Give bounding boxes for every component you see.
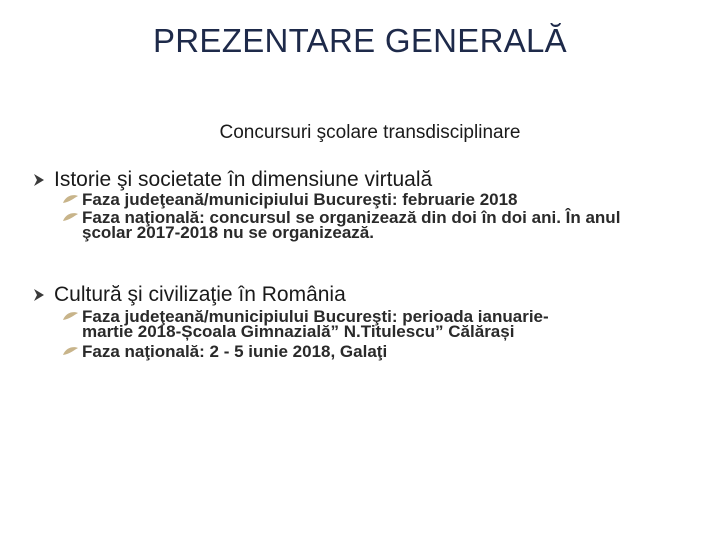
list-item-text-continued: martie 2018-Școala Gimnazială” N.Titulescu” Călărași [82,322,515,341]
leaf-bullet-icon [62,212,79,223]
arrow-right-icon [34,174,44,186]
section-heading-text: Cultură şi civilizaţie în România [54,283,346,306]
leaf-bullet-icon [62,194,79,205]
list-item [34,309,714,339]
list-item-text-continued: şcolar 2017-2018 nu se organizează. [82,223,374,242]
arrow-right-icon [34,289,44,301]
list-item [34,210,714,240]
list-item-text: Faza judeţeană/municipiului Bucureşti: februarie 2018 [82,190,518,209]
list-item-text: Faza naţională: 2 - 5 iunie 2018, Galaţi [82,342,388,361]
list-item-text: Faza judeţeană/municipiului Bucureşti: perioada ianuarie- [82,307,549,326]
list-item [34,192,714,207]
section-istorie [34,168,714,240]
leaf-bullet-icon [62,311,79,322]
section-heading [34,283,714,307]
section-heading [34,168,714,192]
page-title: PREZENTARE GENERALĂ [152,22,567,59]
section-cultura [34,283,714,359]
list-item [34,344,714,359]
section-heading-text: Istorie şi societate în dimensiune virtuală [54,168,433,191]
page-subtitle: Concursuri şcolare transdisciplinare [219,122,521,143]
list-item-text: Faza naţională: concursul se organizează din doi în doi ani. În anul [82,208,621,227]
leaf-bullet-icon [62,346,79,357]
